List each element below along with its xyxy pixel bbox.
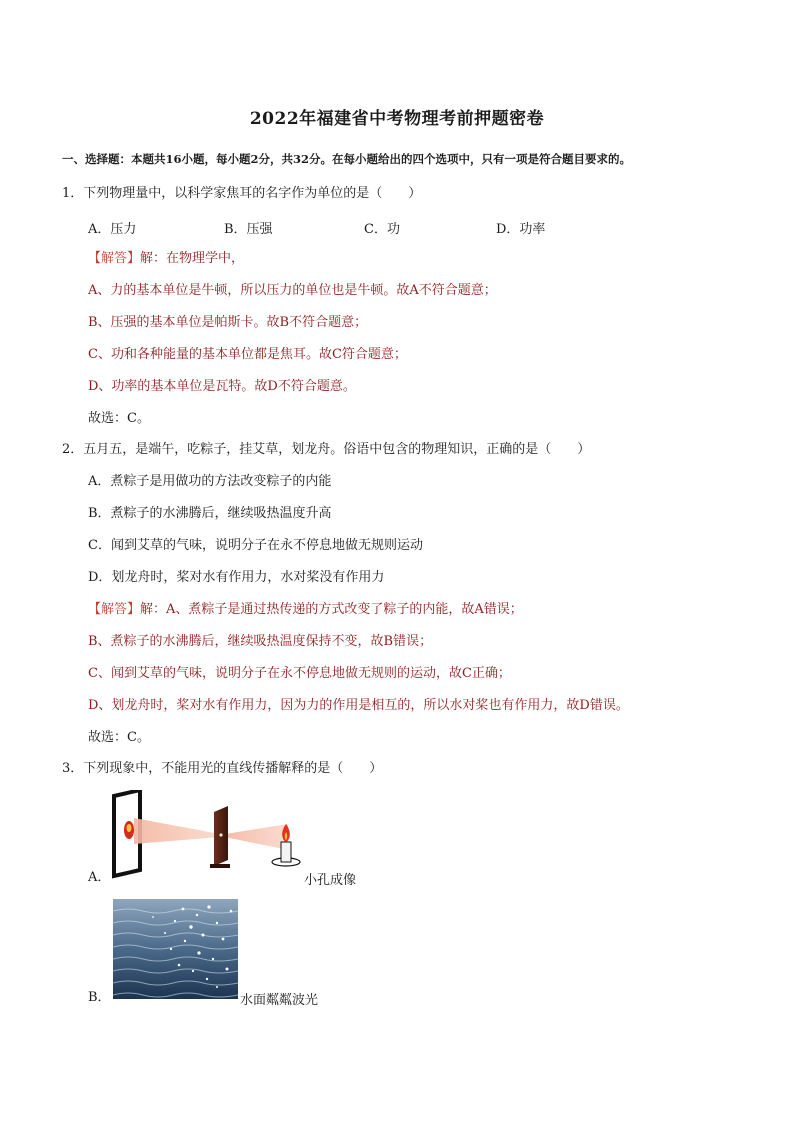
pinhole-imaging-illustration [110,790,310,880]
q2-option-d: D．划龙舟时，桨对水有作用力，水对桨没有作用力 [88,570,385,585]
q2-answer-line: B、煮粽子的水沸腾后，继续吸热温度保持不变，故B错误； [88,634,433,649]
q2-answer-tag: 【解答】 [88,602,141,617]
q1-answer-line: C、功和各种能量的基本单位都是焦耳。故C符合题意； [88,347,407,362]
q2-option-a: A．煮粽子是用做功的方法改变粽子的内能 [88,474,332,489]
q1-answer-line: B、压强的基本单位是帕斯卡。故B不符合题意； [88,315,368,330]
q1-option-c: C．功 [364,222,400,237]
sparkling-water-illustration [113,899,238,999]
q3-option-b-letter: B． [88,990,111,1005]
q3-option-a-letter: A． [88,870,111,885]
section-heading: 一、选择题：本题共16小题，每小题2分，共32分。在每小题给出的四个选项中，只有一项是符合题目要求的。 [62,152,632,166]
q1-choice: 故选：C。 [88,411,150,426]
question-1-stem: 1．下列物理量中，以科学家焦耳的名字作为单位的是（ ） [62,186,422,201]
q2-answer-line: D、划龙舟时，桨对水有作用力，因为力的作用是相互的，所以水对桨也有作用力，故D错误。 [88,698,629,713]
question-1-options [88,218,688,236]
q2-option-c: C．闻到艾草的气味，说明分子在永不停息地做无规则运动 [88,538,423,553]
q1-option-b: B．压强 [224,222,273,237]
question-3-stem: 3．下列现象中，不能用光的直线传播解释的是（ ） [62,761,383,776]
q2-choice: 故选：C。 [88,730,150,745]
q1-answer-tag: 【解答】 [88,251,141,266]
q1-answer-line: D、功率的基本单位是瓦特。故D不符合题意。 [88,379,356,394]
q2-answer-line: C、闻到艾草的气味，说明分子在永不停息地做无规则的运动，故C正确； [88,666,511,681]
q1-answer-line: A、力的基本单位是牛顿，所以压力的单位也是牛顿。故A不符合题意； [88,283,497,298]
q3-option-a-caption: 小孔成像 [304,873,357,888]
q2-answer-line: 解：A、煮粽子是通过热传递的方式改变了粽子的内能，故A错误； [140,602,523,617]
page-title: 2022年福建省中考物理考前押题密卷 [249,109,545,129]
q1-answer-first-line [88,250,244,268]
q1-option-a: A．压力 [88,222,137,237]
q1-option-d: D．功率 [496,222,546,237]
q2-answer-first-line [88,601,523,619]
q1-answer-line: 解：在物理学中， [140,251,245,266]
question-2-stem: 2．五月五，是端午，吃粽子，挂艾草，划龙舟。俗语中包含的物理知识，正确的是（ ） [62,442,591,457]
q2-option-b: B．煮粽子的水沸腾后，继续吸热温度升高 [88,506,332,521]
q3-option-b-caption: 水面粼粼波光 [240,993,319,1008]
